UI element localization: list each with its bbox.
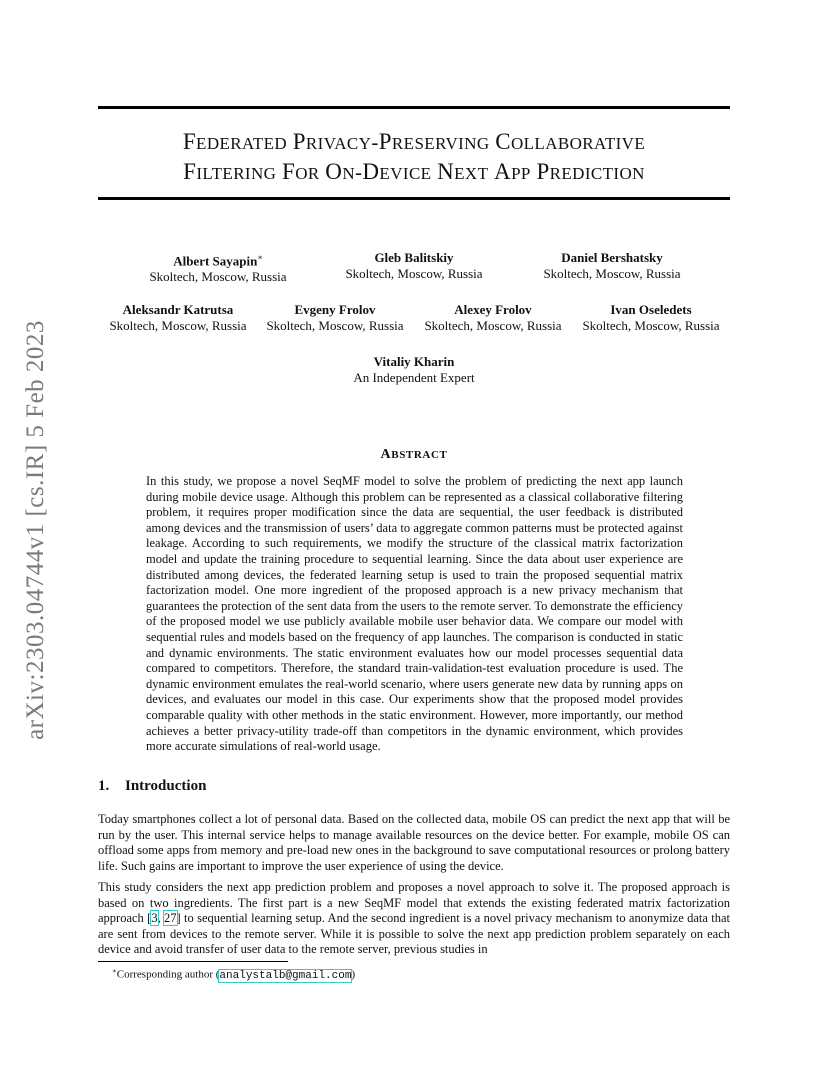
title-line-2: FILTERING FOR ON-DEVICE NEXT APP PREDICTION: [183, 159, 645, 184]
section-heading: [98, 778, 206, 795]
title-rule-top: [98, 106, 730, 109]
author-name: Gleb Balitskiy: [374, 250, 454, 265]
author-block: [336, 354, 492, 386]
footnote-mark: ∗: [112, 967, 117, 975]
paragraph-text: ,: [157, 911, 165, 926]
body-paragraph: [98, 880, 730, 958]
author-name: Albert Sayapin∗: [173, 253, 263, 269]
author-block: [140, 250, 296, 285]
footnote-rule: [98, 961, 288, 962]
arxiv-identifier: arXiv:2303.04744v1 [cs.IR] 5 Feb 2023: [22, 320, 49, 740]
title-rule-bottom: [98, 197, 730, 200]
section-title: Introduction: [125, 778, 207, 794]
author-affiliation: An Independent Expert: [353, 370, 475, 385]
author-name: Alexey Frolov: [454, 302, 532, 317]
email-link[interactable]: analystalb@gmail.com: [219, 969, 352, 982]
author-block: [100, 302, 256, 334]
footnote-text: Corresponding author (: [116, 968, 220, 981]
paper-title: [98, 128, 730, 188]
paragraph-text: ] to sequential learning setup. And the second ingredient is a novel privacy mechanism to anonymize data that are sent from devices to the remote server. While it is possible to solve the next app prediction problem separately on each device and avoid transfer of user data to the remote server, previous studies in: [98, 911, 730, 957]
author-block: [257, 302, 413, 334]
abstract-text: In this study, we propose a novel SeqMF model to solve the problem of predicting the next app launch during mobile device usage. Although this problem can be represented as a classical collaborative filtering problem, it requires proper modification since the data are sequential, the user feedback is distributed among devices and the transmission of users’ data to aggregate common patterns must be protected against leakage. According to such requirements, we modify the structure of the classical matrix factorization model and update the training procedure to sequential learning. Since the data about user experience are distributed among devices, the federated learning setup is used to train the proposed sequential matrix factorization model. One more ingredient of the proposed approach is a new privacy mechanism that guarantees the protection of the sent data from the users to the remote server. To demonstrate the efficiency of the proposed model we use publicly available mobile user behavior data. We compare our model with sequential rules and models based on the frequency of app launches. The comparison is conducted in static and dynamic environments. The static environment evaluates how our model processes sequential data compared to competitors. Therefore, the standard train-validation-test evaluation procedure is used. The dynamic environment emulates the real-world scenario, where users generate new data by running apps on devices, and evaluates our model in this case. Our experiments show that the proposed model provides comparable quality with other methods in the static environment. However, more importantly, our method achieves a better privacy-utility trade-off than competitors in the dynamic environment, which provides more accurate simulations of real-world usage.: [146, 474, 683, 754]
author-affiliation: Skoltech, Moscow, Russia: [149, 269, 287, 285]
author-name: Evgeny Frolov: [294, 302, 376, 317]
author-block: [415, 302, 571, 334]
author-block: [534, 250, 690, 282]
title-line-1: FEDERATED PRIVACY-PRESERVING COLLABORATIVE: [182, 129, 646, 154]
citation-link[interactable]: 3: [151, 911, 158, 926]
footnote: [112, 964, 355, 983]
section-number: 1.: [98, 778, 110, 794]
author-affiliation: Skoltech, Moscow, Russia: [424, 318, 562, 333]
citation-link[interactable]: 27: [164, 911, 177, 926]
body-paragraph: Today smartphones collect a lot of personal data. Based on the collected data, mobile OS can predict the next app that will be run by the user. This internal service helps to manage available resources on the device better. For example, mobile OS can offload some apps from memory and pre-load new ones in the background to save computational resources or prolong battery life. Such gains are important to improve the user experience of using the device.: [98, 812, 730, 873]
abstract-heading: ABSTRACT: [380, 447, 448, 462]
arxiv-sidebar: [18, 300, 54, 760]
author-affiliation: Skoltech, Moscow, Russia: [345, 266, 483, 281]
author-name: Aleksandr Katrutsa: [122, 302, 234, 317]
author-name: Daniel Bershatsky: [561, 250, 663, 265]
author-affiliation: Skoltech, Moscow, Russia: [582, 318, 720, 333]
author-affiliation: Skoltech, Moscow, Russia: [109, 318, 247, 333]
author-name: Vitaliy Kharin: [373, 354, 455, 369]
author-affiliation: Skoltech, Moscow, Russia: [266, 318, 404, 333]
footnote-text: ): [351, 968, 356, 981]
paragraph-text: This study considers the next app prediction problem and proposes a novel approach to solve it. The proposed approach is based on two ingredients. The first part is a new SeqMF model that extends the existing federated matrix factorization approach [: [98, 880, 730, 926]
author-affiliation: Skoltech, Moscow, Russia: [543, 266, 681, 281]
author-block: [336, 250, 492, 282]
author-name: Ivan Oseledets: [610, 302, 692, 317]
author-block: [573, 302, 729, 334]
